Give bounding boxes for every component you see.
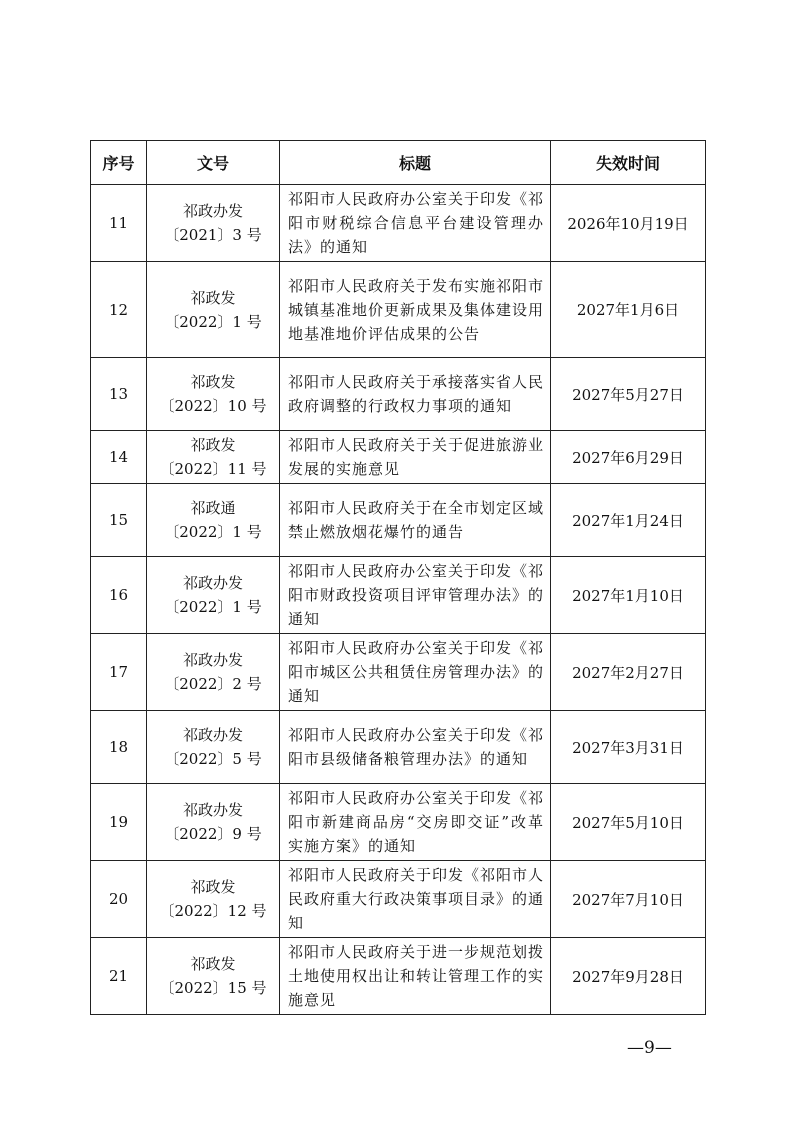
table-row	[91, 938, 706, 1015]
row-expiry-date: 2027年7月10日	[551, 861, 706, 938]
row-title: 祁阳市人民政府关于发布实施祁阳市城镇基准地价更新成果及集体建设用地基准地价评估成果的公告	[280, 262, 551, 358]
row-expiry-date: 2027年1月6日	[551, 262, 706, 358]
row-expiry-date: 2027年9月28日	[551, 938, 706, 1015]
row-index: 13	[91, 358, 147, 431]
row-index: 15	[91, 484, 147, 557]
doc-number-prefix: 祁政通	[190, 499, 236, 517]
doc-number-prefix: 祁政办发	[182, 801, 243, 819]
row-title: 祁阳市人民政府办公室关于印发《祁阳市新建商品房“交房即交证”改革实施方案》的通知	[280, 784, 551, 861]
doc-number-prefix: 祁政发	[190, 288, 236, 307]
row-expiry-date: 2026年10月19日	[551, 185, 706, 262]
row-expiry-date: 2027年5月10日	[551, 784, 706, 861]
doc-number-code: 〔2022〕2 号	[164, 675, 262, 693]
table-row	[91, 557, 706, 634]
table-row	[91, 262, 706, 358]
doc-number-prefix: 祁政发	[190, 878, 236, 896]
page-number: —9—	[627, 1038, 672, 1058]
row-title: 祁阳市人民政府关于进一步规范划拨土地使用权出让和转让管理工作的实施意见	[280, 938, 551, 1015]
row-expiry-date: 2027年3月31日	[551, 711, 706, 784]
doc-number-prefix: 祁政办发	[182, 726, 243, 744]
table-header-row	[91, 141, 706, 185]
row-doc-number	[147, 557, 280, 634]
row-doc-number	[147, 484, 280, 557]
doc-number-prefix: 祁政办发	[182, 574, 243, 592]
row-index: 21	[91, 938, 147, 1015]
header-index: 序号	[91, 141, 147, 185]
row-title: 祁阳市人民政府关于在全市划定区域禁止燃放烟花爆竹的通告	[280, 484, 551, 557]
table-row	[91, 431, 706, 484]
row-index: 14	[91, 431, 147, 484]
row-doc-number	[147, 185, 280, 262]
doc-number-code: 〔2022〕11 号	[159, 460, 267, 478]
doc-number-code: 〔2022〕5 号	[164, 750, 262, 768]
table-row	[91, 861, 706, 938]
row-title: 祁阳市人民政府办公室关于印发《祁阳市城区公共租赁住房管理办法》的通知	[280, 634, 551, 711]
row-title: 祁阳市人民政府关于印发《祁阳市人民政府重大行政决策事项目录》的通知	[280, 861, 551, 938]
row-doc-number	[147, 784, 280, 861]
row-index: 16	[91, 557, 147, 634]
row-doc-number	[147, 938, 280, 1015]
row-expiry-date: 2027年1月24日	[551, 484, 706, 557]
row-index: 12	[91, 262, 147, 358]
doc-number-prefix: 祁政办发	[182, 651, 243, 669]
row-doc-number	[147, 431, 280, 484]
row-title: 祁阳市人民政府关于承接落实省人民政府调整的行政权力事项的通知	[280, 358, 551, 431]
row-title: 祁阳市人民政府办公室关于印发《祁阳市财税综合信息平台建设管理办法》的通知	[280, 185, 551, 262]
doc-number-code: 〔2022〕12 号	[159, 902, 267, 920]
row-expiry-date: 2027年2月27日	[551, 634, 706, 711]
row-index: 20	[91, 861, 147, 938]
table-row	[91, 358, 706, 431]
header-title: 标题	[280, 141, 551, 185]
doc-number-code: 〔2022〕15 号	[159, 979, 267, 997]
table-row	[91, 185, 706, 262]
doc-number-prefix: 祁政办发	[182, 202, 243, 220]
doc-number-prefix: 祁政发	[190, 436, 236, 454]
row-title: 祁阳市人民政府办公室关于印发《祁阳市县级储备粮管理办法》的通知	[280, 711, 551, 784]
doc-number-prefix: 祁政发	[190, 955, 236, 973]
doc-number-code: 〔2021〕3 号	[164, 226, 262, 244]
row-index: 19	[91, 784, 147, 861]
row-index: 17	[91, 634, 147, 711]
row-expiry-date: 2027年5月27日	[551, 358, 706, 431]
row-title: 祁阳市人民政府关于关于促进旅游业发展的实施意见	[280, 431, 551, 484]
table-row	[91, 484, 706, 557]
row-index: 11	[91, 185, 147, 262]
header-doc-number: 文号	[147, 141, 280, 185]
row-doc-number	[147, 861, 280, 938]
doc-number-code: 〔2022〕1 号	[164, 523, 262, 541]
doc-number-code: 〔2022〕1 号	[164, 312, 262, 331]
doc-number-code: 〔2022〕1 号	[164, 598, 262, 616]
row-doc-number	[147, 634, 280, 711]
doc-number-code: 〔2022〕9 号	[164, 825, 262, 843]
row-doc-number	[147, 358, 280, 431]
table-row	[91, 784, 706, 861]
table-row	[91, 634, 706, 711]
table-row	[91, 711, 706, 784]
row-index: 18	[91, 711, 147, 784]
row-expiry-date: 2027年1月10日	[551, 557, 706, 634]
row-expiry-date: 2027年6月29日	[551, 431, 706, 484]
doc-number-prefix: 祁政发	[190, 373, 236, 391]
row-title: 祁阳市人民政府办公室关于印发《祁阳市财政投资项目评审管理办法》的通知	[280, 557, 551, 634]
document-table	[90, 140, 706, 1015]
doc-number-code: 〔2022〕10 号	[159, 397, 267, 415]
header-expiry-date: 失效时间	[551, 141, 706, 185]
row-doc-number	[147, 711, 280, 784]
row-doc-number	[147, 262, 280, 358]
